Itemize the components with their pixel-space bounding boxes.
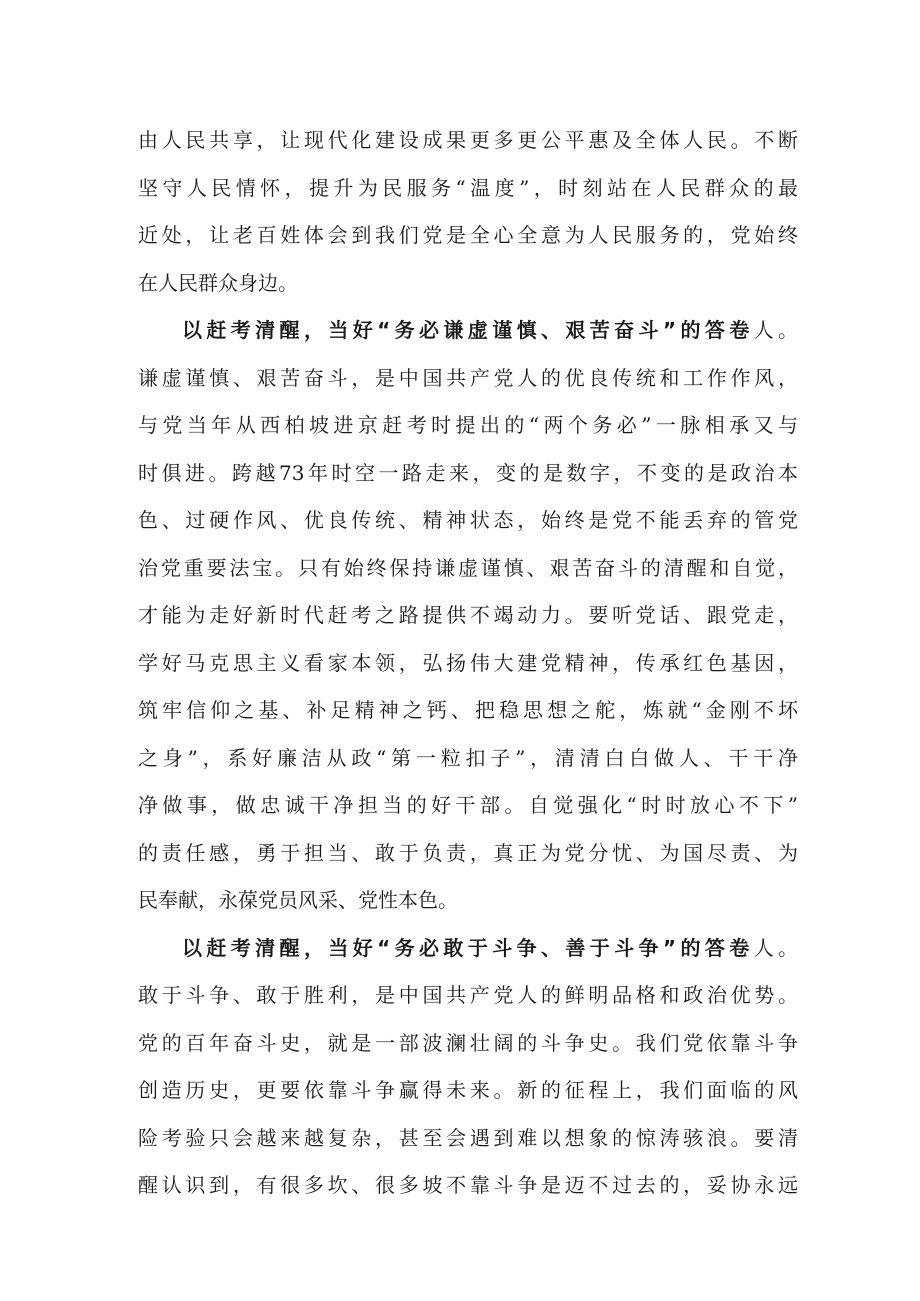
text-line: 色、过硬作风、优良传统、精神状态，始终是党不能丢弃的管党 (138, 508, 798, 532)
section-heading-tail: 人。 (753, 935, 798, 960)
section-heading-bold: 以赶考清醒，当好“务必敢于斗争、善于斗争”的答卷 (182, 935, 754, 960)
text-line: 谦虚谨慎、艰苦奋斗，是中国共产党人的优良传统和工作作风， (138, 365, 798, 390)
text-line: 与党当年从西柏坡进京赶考时提出的“两个务必”一脉相承又与 (138, 413, 798, 437)
text-line: 坚守人民情怀，提升为民服务“温度”，时刻站在人民群众的最 (138, 175, 798, 200)
text-line: 在人民群众身边。 (138, 270, 298, 295)
text-line: 筑牢信仰之基、补足精神之钙、把稳思想之舵，炼就“金刚不坏 (138, 698, 798, 722)
text-line: 敢于斗争、敢于胜利，是中国共产党人的鲜明品格和政治优势。 (138, 983, 798, 1007)
text-line: 险考验只会越来越复杂，甚至会遇到难以想象的惊涛骇浪。要清 (138, 1125, 798, 1150)
text-line: 才能为走好新时代赶考之路提供不竭动力。要听党话、跟党走， (138, 603, 798, 627)
document-body (138, 117, 798, 1210)
text-line: 净做事，做忠诚干净担当的好干部。自觉强化“时时放心不下” (138, 793, 798, 817)
text-line: 学好马克思主义看家本领，弘扬伟大建党精神，传承红色基因， (138, 650, 798, 675)
text-line: 治党重要法宝。只有始终保持谦虚谨慎、艰苦奋斗的清醒和自觉， (138, 555, 798, 580)
text-line: 的责任感，勇于担当、敢于负责，真正为党分忧、为国尽责、为 (138, 840, 798, 865)
section-heading-bold: 以赶考清醒，当好“务必谦虚谨慎、艰苦奋斗”的答卷 (182, 318, 754, 342)
text-line: 党的百年奋斗史，就是一部波澜壮阔的斗争史。我们党依靠斗争 (138, 1030, 798, 1055)
text-line: 民奉献，永葆党员风采、党性本色。 (138, 888, 458, 912)
section-heading (138, 925, 798, 973)
text-line: 之身”，系好廉洁从政“第一粒扣子”，清清白白做人、干干净 (138, 745, 798, 770)
text-line: 由人民共享，让现代化建设成果更多更公平惠及全体人民。不断 (138, 128, 798, 152)
text-line: 近处，让老百姓体会到我们党是全心全意为人民服务的，党始终 (138, 223, 798, 247)
text-line: 时俱进。跨越73年时空一路走来，变的是数字，不变的是政治本 (138, 460, 798, 485)
section-heading (138, 307, 798, 355)
text-line: 醒认识到，有很多坎、很多坡不靠斗争是迈不过去的，妥协永远 (138, 1173, 798, 1197)
section-heading-tail: 人。 (753, 318, 798, 342)
text-line: 创造历史，更要依靠斗争赢得未来。新的征程上，我们面临的风 (138, 1078, 798, 1102)
